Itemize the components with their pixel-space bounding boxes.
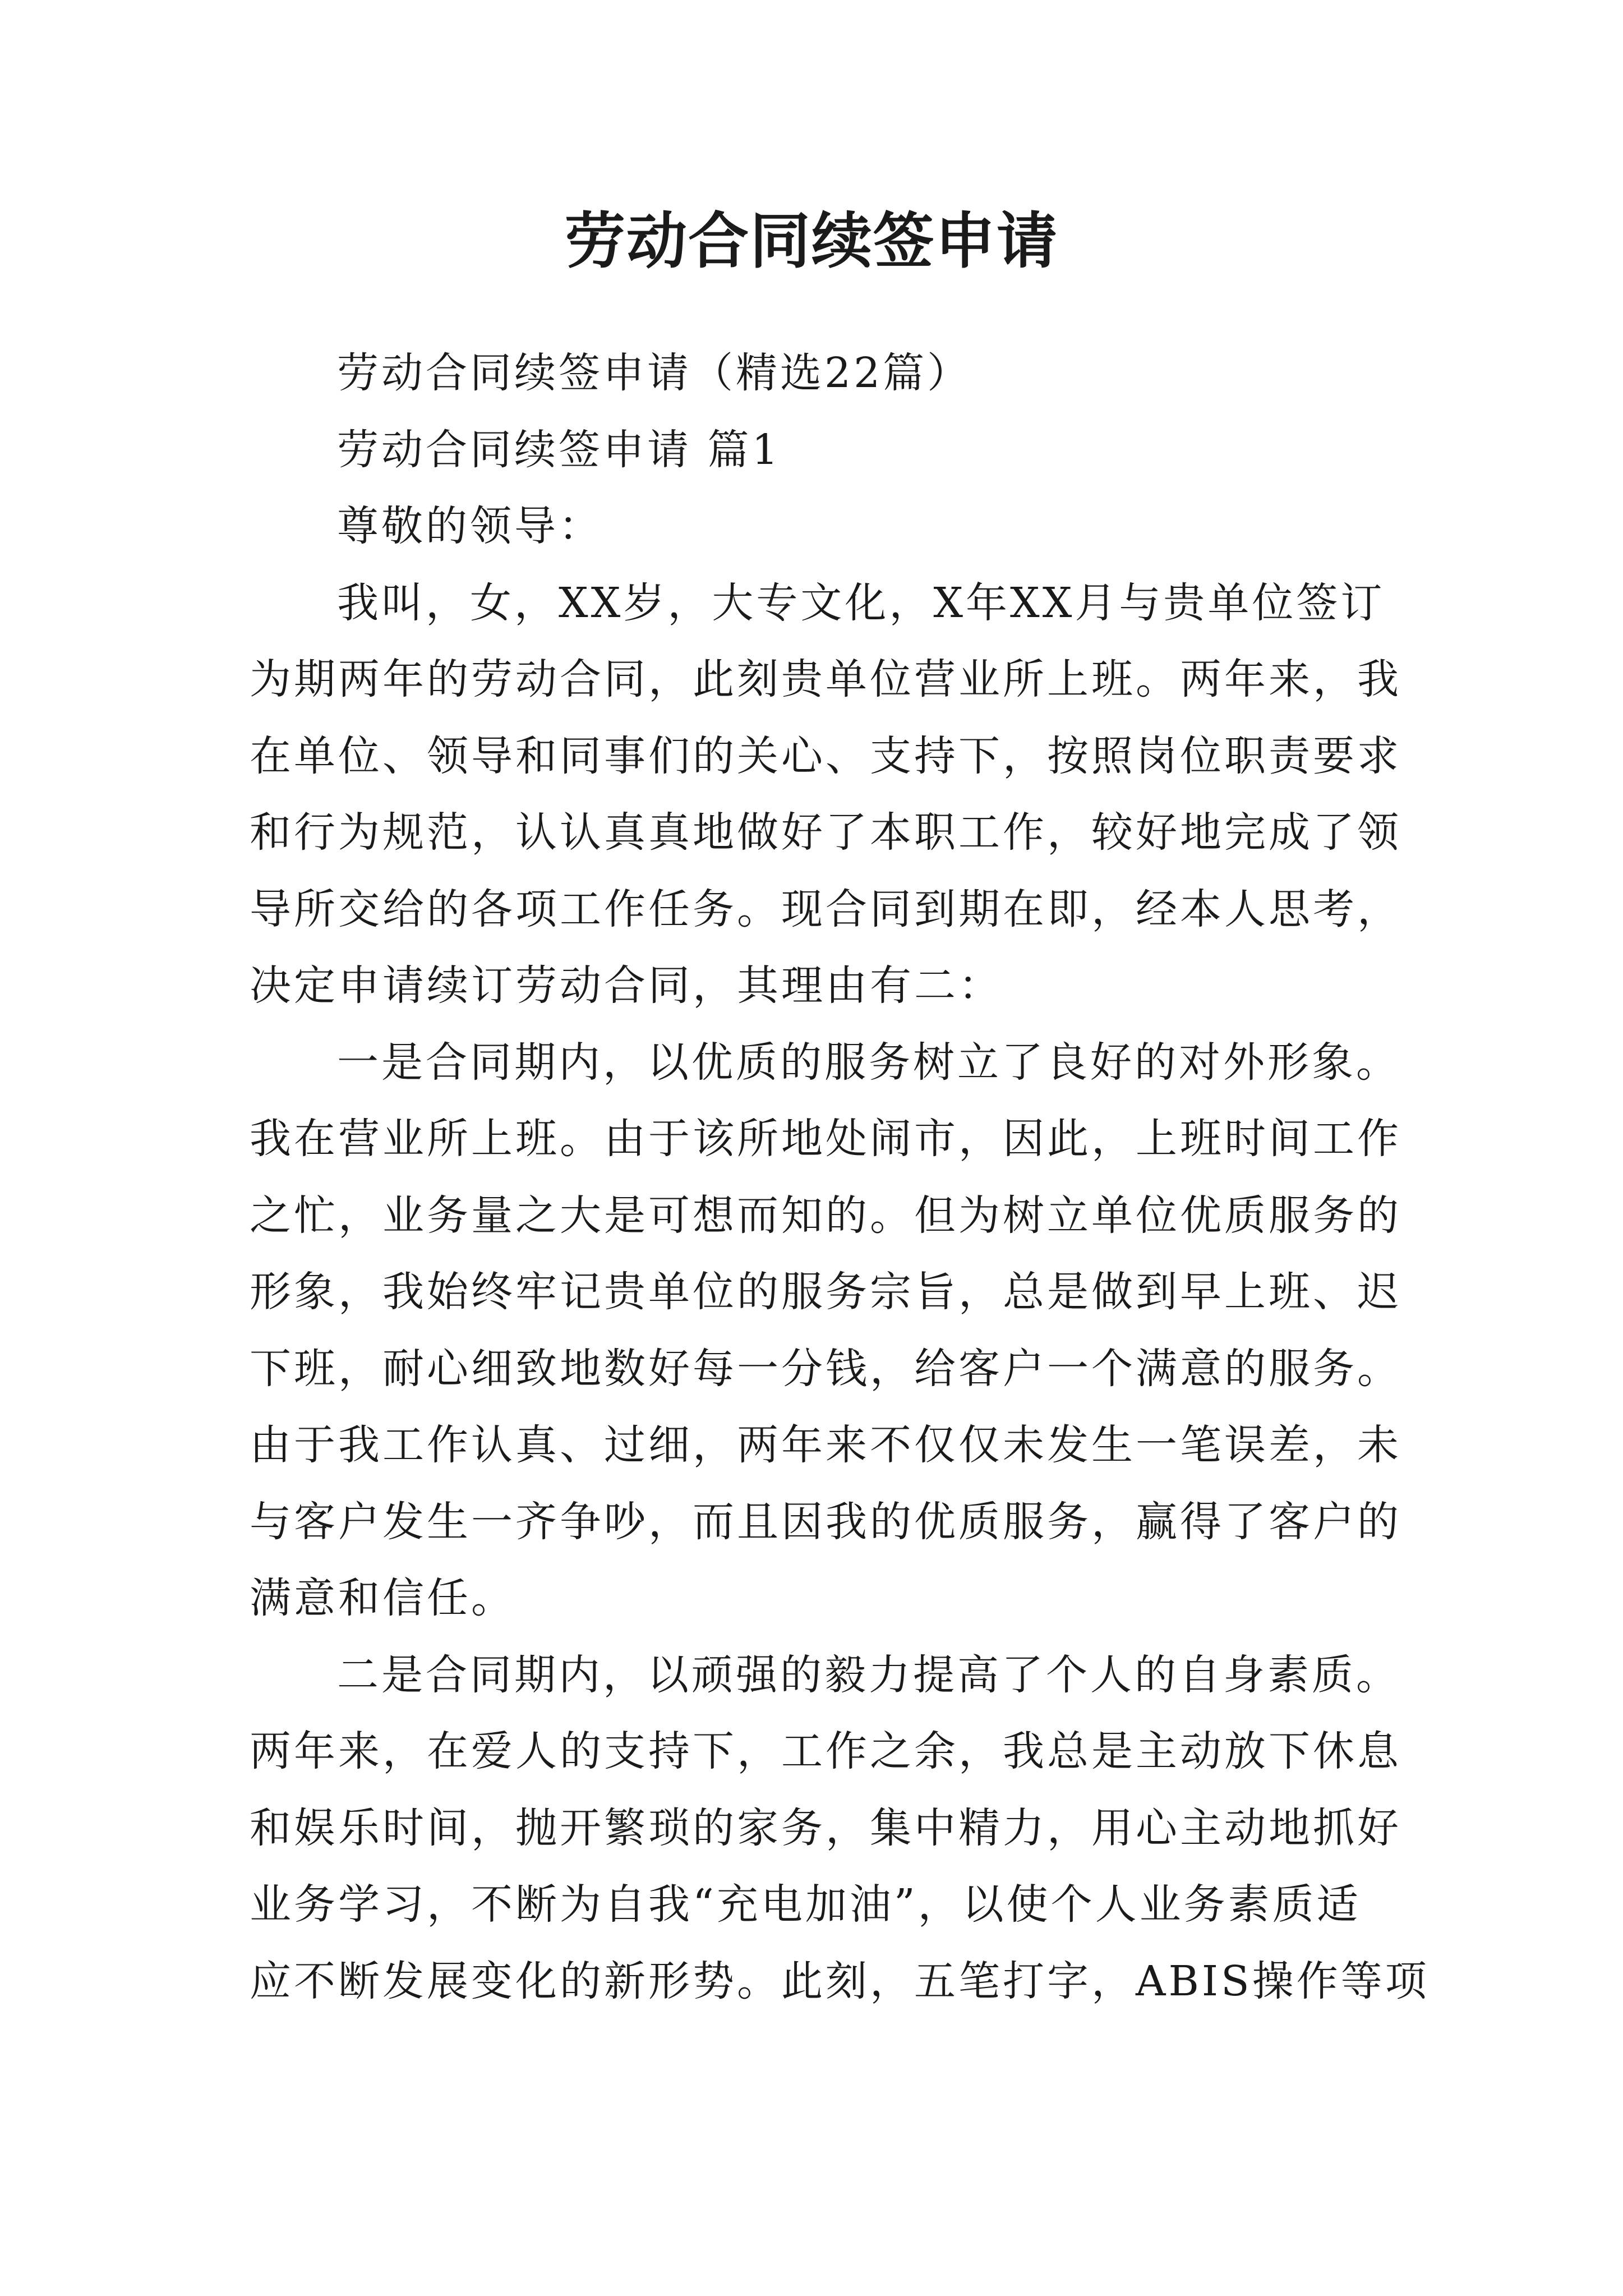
text-line: 之忙，业务量之大是可想而知的。但为树立单位优质服务的 (250, 1191, 1401, 1240)
text-line: 尊敬的领导： (337, 502, 603, 550)
text-line: 满意和信任。 (250, 1574, 515, 1622)
text-line: 两年来，在爱人的支持下，工作之余，我总是主动放下休息 (250, 1727, 1401, 1775)
text-line: 劳动合同续签申请 篇1 (337, 425, 781, 474)
document-body (250, 335, 1430, 2019)
text-line: 一是合同期内，以优质的服务树立了良好的对外形象。 (337, 1038, 1400, 1087)
text-line: 形象，我始终牢记贵单位的服务宗旨，总是做到早上班、迟 (250, 1268, 1401, 1316)
text-line: 由于我工作认真、过细，两年来不仅仅未发生一笔误差，未 (250, 1421, 1401, 1469)
text-line: 我叫，女，XX岁，大专文化，X年XX月与贵单位签订 (337, 578, 1385, 627)
text-line: 在单位、领导和同事们的关心、支持下，按照岗位职责要求 (250, 731, 1401, 780)
text-line: 劳动合同续签申请（精选22篇） (337, 349, 972, 397)
text-line: 决定申请续订劳动合同，其理由有二： (250, 961, 1003, 1010)
text-line: 业务学习，不断为自我“充电加油”，以使个人业务素质适 (250, 1880, 1361, 1929)
text-line: 下班，耐心细致地数好每一分钱，给客户一个满意的服务。 (250, 1344, 1401, 1393)
text-line: 我在营业所上班。由于该所地处闹市，因此，上班时间工作 (250, 1115, 1401, 1163)
text-line: 二是合同期内，以顽强的毅力提高了个人的自身素质。 (337, 1650, 1400, 1699)
text-line: 应不断发展变化的新形势。此刻，五笔打字，ABIS操作等项 (250, 1957, 1430, 2005)
document-title: 劳动合同续签申请 (564, 206, 1058, 277)
text-line: 和娱乐时间，抛开繁琐的家务，集中精力，用心主动地抓好 (250, 1803, 1401, 1852)
text-line: 导所交给的各项工作任务。现合同到期在即，经本人思考， (250, 885, 1401, 933)
text-line: 和行为规范，认认真真地做好了本职工作，较好地完成了领 (250, 808, 1401, 857)
text-line: 为期两年的劳动合同，此刻贵单位营业所上班。两年来，我 (250, 655, 1401, 703)
text-line: 与客户发生一齐争吵，而且因我的优质服务，赢得了客户的 (250, 1497, 1401, 1546)
